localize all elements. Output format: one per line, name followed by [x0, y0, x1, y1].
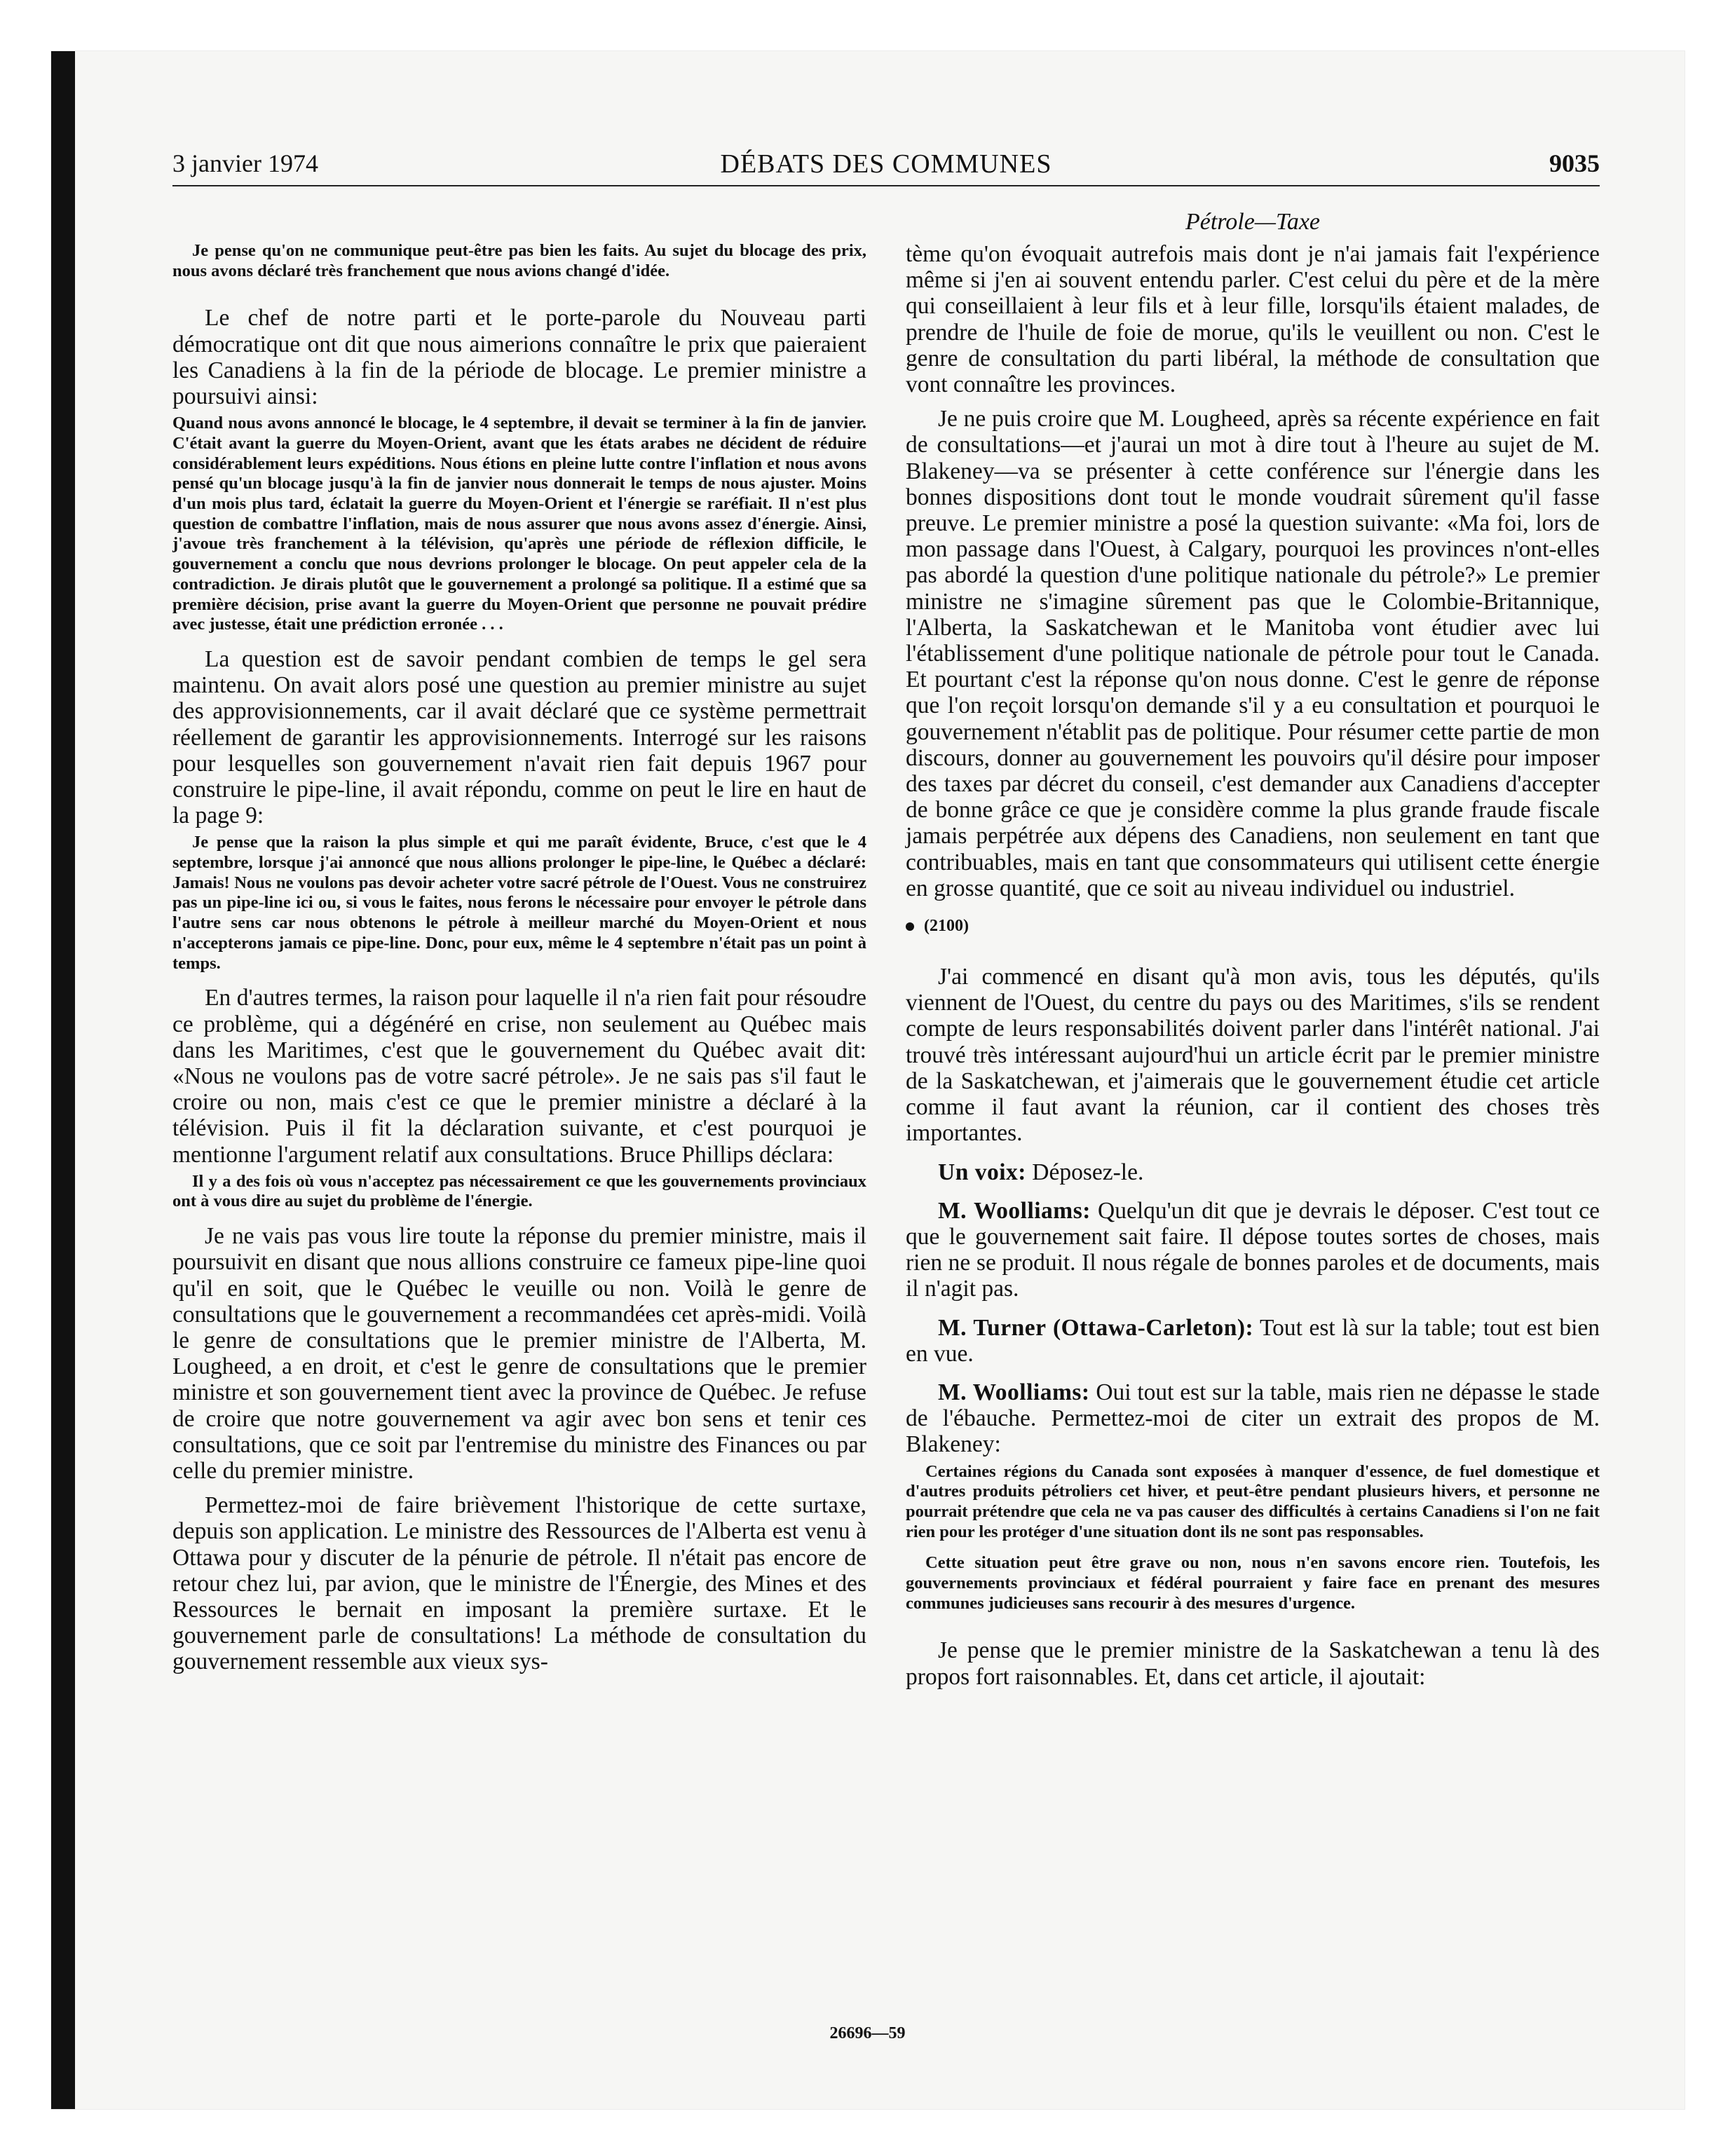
quote-paragraph: Certaines régions du Canada sont exposées à manquer d'essence, de fuel domestique et d'autres produits pétroliers cet hiver, et peut-être pendant plusieurs hivers, et personne ne pourrait prétendre que cela ne va pas causer des difficultés à certains Canadiens si l'on ne fait rien pour les protéger d'une situation dont ils ne sont pas responsables.	[906, 1461, 1600, 1541]
speaker-name: Un voix:	[938, 1159, 1026, 1185]
speech-paragraph	[906, 1379, 1600, 1458]
speaker-name: M. Woolliams:	[938, 1379, 1090, 1405]
header-date: 3 janvier 1974	[172, 149, 318, 177]
body-paragraph: Je pense que le premier ministre de la Saskatchewan a tenu là des propos fort raisonnables. Et, dans cet article, il ajoutait:	[906, 1637, 1600, 1690]
right-column	[906, 209, 1600, 1690]
body-paragraph: La question est de savoir pendant combien de temps le gel sera maintenu. On avait alors posé une question au premier ministre au sujet des approvisionnements, car il avait déclaré que ce système permettrait réellement de garantir les approvisionnements. Interrogé sur les raisons pour lesquelles son gouvernement n'avait rien fait depuis 1967 pour construire le pipe-line, il avait répondu, comme on peut le lire en haut de la page 9:	[172, 646, 866, 829]
quote-paragraph: Quand nous avons annoncé le blocage, le 4 septembre, il devait se terminer à la fin de janvier. C'était avant la guerre du Moyen-Orient, avant que les états arabes ne décident de réduire considérablement leurs expéditions. Nous étions en pleine lutte contre l'inflation et nous avons pensé qu'un blocage jusqu'à la fin de janvier nous donnerait le temps de nous ajuster. Moins d'un mois plus tard, éclatait la guerre du Moyen-Orient et l'énergie se raréfiait. Il n'est plus question de combattre l'inflation, mais de nous assurer que nous avons assez d'énergie. Ainsi, j'avoue très franchement à la télévision, qu'après une période de réflexion difficile, le gouvernement a conclu que nous devrions prolonger le blocage. On peut appeler cela de la contradiction. Je dirais plutôt que le gouvernement a prolongé sa politique. Il a estimé que sa première décision, prise avant la guerre du Moyen-Orient que personne ne pouvait prédire avec justesse, était une prédiction erronée . . .	[172, 414, 866, 634]
left-column	[172, 237, 866, 1675]
body-paragraph: J'ai commencé en disant qu'à mon avis, tous les députés, qu'ils viennent de l'Ouest, du centre du pays ou des Maritimes, s'ils se rendent compte de leurs responsabilités doivent parler dans l'intérêt national. J'ai trouvé très intéressant aujourd'hui un article écrit par le premier ministre de la Saskatchewan, et j'aimerais que le gouvernement étudie cet article comme il faut avant la réunion, car il contient des choses très importantes.	[906, 964, 1600, 1147]
bullet-icon	[906, 922, 914, 931]
body-paragraph: Je ne vais pas vous lire toute la réponse du premier ministre, mais il poursuivit en disant que nous allions construire ce fameux pipe-line quoi qu'il en soit, que le Québec le veuille ou non. Voilà le genre de consultations que le gouvernement a recommandées cet après-midi. Voilà le genre de consultations que le premier ministre de l'Alberta, M. Lougheed, a en droit, et c'est le genre de consultations que le premier ministre et son gouvernement tient avec la province de Québec. Je refuse de croire que notre gouvernement va agir avec bon sens et tenir ces consultations, que ce soit par l'entremise du ministre des Finances ou par celle du premier ministre.	[172, 1223, 866, 1484]
quote-paragraph: Il y a des fois où vous n'acceptez pas nécessairement ce que les gouvernements provinciaux ont à vous dire au sujet du problème de l'énergie.	[172, 1171, 866, 1211]
body-paragraph: En d'autres termes, la raison pour laquelle il n'a rien fait pour résoudre ce problème, qui a dégénéré en crise, non seulement au Québec mais dans les Maritimes, c'est que le gouvernement du Québec avait dit: «Nous ne voulons pas de votre sacré pétrole». Je ne sais pas s'il faut le croire ou non, mais c'est ce que le premier ministre a déclaré à la télévision. Puis il fit la déclaration suivante, et c'est pourquoi je mentionne l'argument relatif aux consultations. Bruce Phillips déclara:	[172, 985, 866, 1168]
quote-paragraph: Je pense que la raison la plus simple et qui me paraît évidente, Bruce, c'est que le 4 septembre, lorsque j'ai annoncé que nous allions prolonger le pipe-line, le Québec a déclaré: Jamais! Nous ne voulons pas devoir acheter votre sacré pétrole de l'Ouest. Vous ne construirez pas un pipe-line ici ou, si vous le faites, nous ferons le nécessaire pour envoyer le pétrole dans l'autre sens car nous obtenons le pétrole à meilleur marché du Moyen-Orient et nous n'accepterons jamais ce pipe-line. Donc, pour eux, même le 4 septembre n'était pas un point à temps.	[172, 833, 866, 973]
quote-paragraph: Cette situation peut être grave ou non, nous n'en savons encore rien. Toutefois, les gouvernements provinciaux et fédéral pourraient y faire face en prenant des mesures communes judicieuses sans recourir à des mesures d'urgence.	[906, 1553, 1600, 1613]
footer-code: 26696—59	[829, 2024, 906, 2042]
section-title: Pétrole—Taxe	[1185, 209, 1320, 235]
speech-paragraph	[906, 1159, 1600, 1185]
speech-text: Tout est là sur la table; tout est bien en vue.	[906, 1314, 1600, 1367]
header-page-number: 9035	[1549, 149, 1600, 177]
body-paragraph: tème qu'on évoquait autrefois mais dont je n'ai jamais fait l'expérience même si j'en ai souvent entendu parler. C'est celui du père et de la mère qui conseillaient à leur fils et à leur fille, lorsqu'ils étaient malades, de prendre de l'huile de foie de morue, qu'ils le veuillent ou non. C'est le genre de consultation du parti libéral, la méthode de consultation que vont connaître les provinces.	[906, 241, 1600, 398]
speech-text: Oui tout est sur la table, mais rien ne dépasse le stade de l'ébauche. Permettez-moi de citer un extrait des propos de M. Blakeney:	[906, 1379, 1600, 1458]
page-header	[172, 149, 1600, 186]
time-marker	[906, 917, 1600, 936]
time-marker-label: (2100)	[924, 917, 969, 936]
speech-paragraph	[906, 1198, 1600, 1302]
body-paragraph: Permettez-moi de faire brièvement l'historique de cette surtaxe, depuis son application. Le ministre des Ressources de l'Alberta est venu à Ottawa pour y discuter de la pénurie de pétrole. Il n'était pas encore de retour chez lui, par avion, que le ministre de l'Énergie, des Mines et des Ressources le bernait en imposant la première surtaxe. Et le gouvernement parle de consultations! La méthode de consultation du gouvernement ressemble aux vieux sys-	[172, 1492, 866, 1675]
speaker-name: M. Woolliams:	[938, 1197, 1091, 1224]
speech-paragraph	[906, 1315, 1600, 1367]
speech-text: Quelqu'un dit que je devrais le déposer. C'est tout ce que le gouvernement sait faire. Il dépose toutes sortes de choses, mais rien ne se produit. Il nous régale de bonnes paroles et de documents, mais il n'agit pas.	[906, 1197, 1600, 1302]
body-paragraph: Je ne puis croire que M. Lougheed, après sa récente expérience en fait de consultations—et j'aurai un mot à dire tout à l'heure au sujet de M. Blakeney—va se présenter à cette conférence sur l'énergie dans les bonnes dispositions dont tout le monde voudrait sûrement qu'il fasse preuve. Le premier ministre a posé la question suivante: «Ma foi, lors de mon passage dans l'Ouest, à Calgary, pourquoi les provinces n'ont-elles pas abordé la question d'une politique nationale du pétrole?» Le premier ministre ne s'imagine sûrement pas que le Colombie-Britannique, l'Alberta, la Saskatchewan et le Manitoba vont étudier avec lui l'établissement d'une politique nationale de pétrole pour tout le Canada. Et pourtant c'est la réponse qu'on nous donne. C'est le genre de réponse que l'on reçoit lorsqu'on demande s'il y a eu consultation et pourquoi le gouvernement n'établit pas de politique. Pour résumer cette partie de mon discours, donner au gouvernement les pouvoirs qu'il désire pour imposer des taxes par décret du conseil, c'est demander aux Canadiens d'accepter de bonne grâce ce que je considère comme la plus grande fraude fiscale jamais perpétrée aux dépens des Canadiens, non seulement en tant que contribuables, mais en tant que consommateurs qui utilisent cette énergie en grosse quantité, que ce soit au niveau individuel ou industriel.	[906, 406, 1600, 901]
speech-text: Déposez-le.	[1026, 1159, 1144, 1185]
quote-paragraph: Je pense qu'on ne communique peut-être pas bien les faits. Au sujet du blocage des prix, nous avons déclaré très franchement que nous avions changé d'idée.	[172, 241, 866, 280]
speaker-name: M. Turner (Ottawa-Carleton):	[938, 1314, 1254, 1341]
scan-edge	[51, 51, 75, 2109]
body-paragraph: Le chef de notre parti et le porte-parole du Nouveau parti démocratique ont dit que nous aimerions connaître le prix que paieraient les Canadiens à la fin de la période de blocage. Le premier ministre a poursuivi ainsi:	[172, 305, 866, 410]
header-title: DÉBATS DES COMMUNES	[720, 149, 1052, 179]
